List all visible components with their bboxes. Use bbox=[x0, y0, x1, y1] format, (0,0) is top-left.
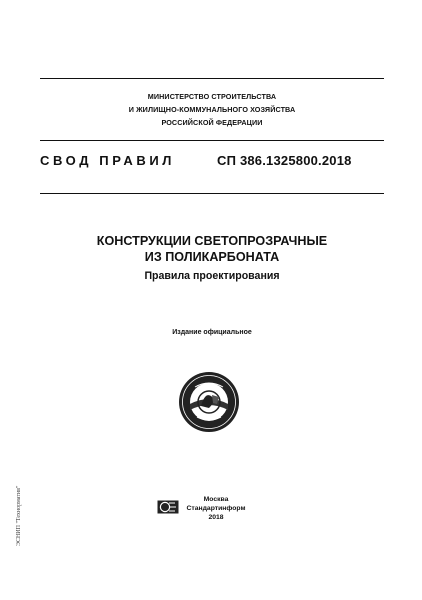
document-type-label: СВОД ПРАВИЛ bbox=[40, 153, 175, 168]
edition-note: Издание официальное bbox=[172, 329, 252, 336]
publisher-city: Москва bbox=[203, 496, 229, 503]
side-watermark: ЭСНИП "Технорматив" bbox=[16, 485, 22, 546]
ministry-line-1: МИНИСТЕРСТВО СТРОИТЕЛЬСТВА bbox=[147, 92, 277, 101]
ministry-line-2: И ЖИЛИЩНО-КОММУНАЛЬНОГО ХОЗЯЙСТВА bbox=[128, 105, 296, 114]
ministry-line-3: РОССИЙСКОЙ ФЕДЕРАЦИИ bbox=[161, 118, 263, 127]
title-line-1: КОНСТРУКЦИИ СВЕТОПРОЗРАЧНЫЕ bbox=[96, 234, 328, 248]
document-subtitle: Правила проектирования bbox=[144, 270, 280, 282]
code-rule bbox=[40, 193, 384, 194]
ministry-header bbox=[40, 90, 384, 129]
title-line-2: ИЗ ПОЛИКАРБОНАТА bbox=[144, 250, 280, 264]
header-rule bbox=[40, 140, 384, 141]
top-rule bbox=[40, 78, 384, 79]
document-code: СП 386.1325800.2018 bbox=[217, 153, 352, 168]
publisher-name: Стандартинформ bbox=[186, 505, 246, 512]
publisher-year: 2018 bbox=[208, 514, 224, 521]
document-title bbox=[40, 233, 384, 265]
publisher-block bbox=[176, 495, 256, 522]
certification-seal-icon bbox=[177, 370, 241, 434]
